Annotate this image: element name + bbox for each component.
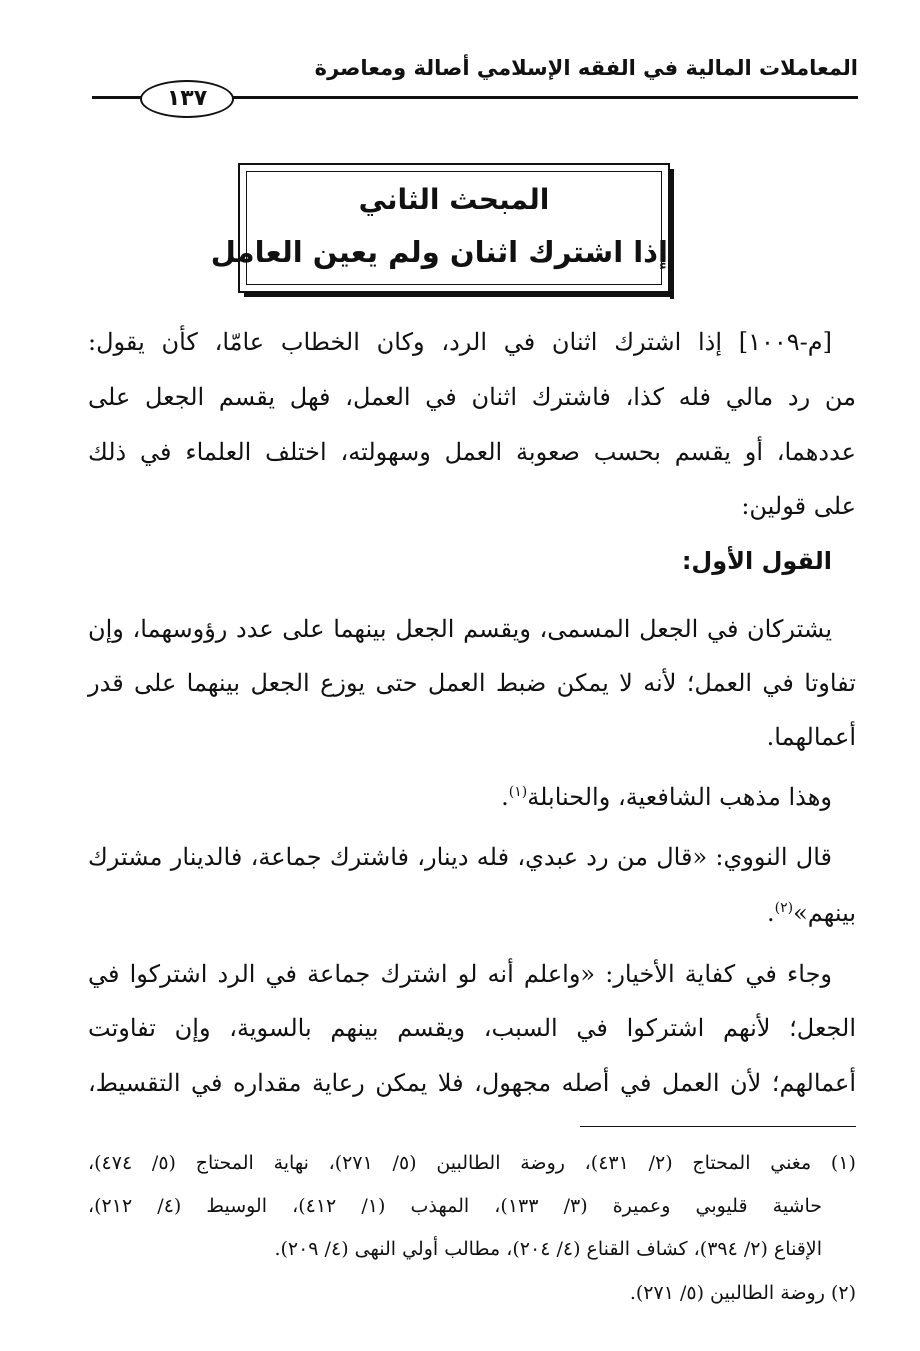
body-line: أعمالهم؛ لأن العمل في أصله مجهول، فلا يمكن رعاية مقداره في التقسيط، [88, 1069, 856, 1097]
section-heading: المبحث الثاني [358, 183, 550, 216]
footnote-line: (٢) روضة الطالبين (٥/ ٢٧١). [629, 1282, 856, 1304]
body-line: [م-١٠٠٩] إذا اشترك اثنان في الرد، وكان الخطاب عامّا، كأن يقول: [88, 328, 832, 356]
period: . [767, 899, 775, 927]
footnote-ref: (٢) [774, 900, 794, 916]
body-line [767, 898, 856, 928]
body-line: تفاوتا في العمل؛ لأنه لا يمكن ضبط العمل حتى يوزع الجعل بينهما على قدر [88, 669, 856, 697]
body-text: وهذا مذهب الشافعية، والحنابلة [527, 783, 832, 811]
footnote-separator [580, 1126, 856, 1127]
body-line: يشتركان في الجعل المسمى، ويقسم الجعل بينهما على عدد رؤوسهما، وإن [88, 615, 832, 643]
title-box-shadow [670, 169, 674, 299]
body-line: أعمالهما. [766, 723, 856, 751]
body-line: عددهما، أو يقسم بحسب صعوبة العمل وسهولته، اختلف العلماء في ذلك [88, 438, 856, 466]
body-line: على قولين: [741, 492, 856, 520]
footnote-line: الإقناع (٢/ ٣٩٤)، كشاف القناع (٤/ ٢٠٤)، مطالب أولي النهى (٤/ ٢٠٩). [274, 1238, 822, 1260]
body-line: وجاء في كفاية الأخيار: «واعلم أنه لو اشترك جماعة في الرد اشتركوا في [88, 960, 832, 988]
section-subheading: إذا اشترك اثنان ولم يعين العامل [210, 235, 668, 269]
running-title: المعاملات المالية في الفقه الإسلامي أصالة ومعاصرة [314, 56, 858, 80]
period: . [501, 783, 509, 811]
footnote-line: حاشية قليوبي وعميرة (٣/ ١٣٣)، المهذب (١/ ٤١٢)، الوسيط (٤/ ٢١٢)، [88, 1195, 823, 1217]
opinion-heading: القول الأول: [681, 547, 832, 575]
footnote-line: (١) مغني المحتاج (٢/ ٤٣١)، روضة الطالبين (٥/ ٢٧١)، نهاية المحتاج (٥/ ٤٧٤)، [88, 1152, 856, 1174]
body-line: قال النووي: «قال من رد عبدي، فله دينار، فاشترك جماعة، فالدينار مشترك [88, 843, 832, 871]
body-line [501, 782, 832, 812]
body-line: الجعل؛ لأنهم اشتركوا في السبب، ويقسم بينهم بالسوية، وإن تفاوتت [88, 1014, 856, 1042]
body-line: من رد مالي فله كذا، فاشترك اثنان في العمل، فهل يقسم الجعل على [88, 383, 856, 411]
page-number: ١٣٧ [140, 80, 234, 118]
body-text: بينهم» [793, 899, 856, 927]
footnote-ref: (١) [508, 784, 528, 800]
section-title-box [210, 163, 670, 293]
